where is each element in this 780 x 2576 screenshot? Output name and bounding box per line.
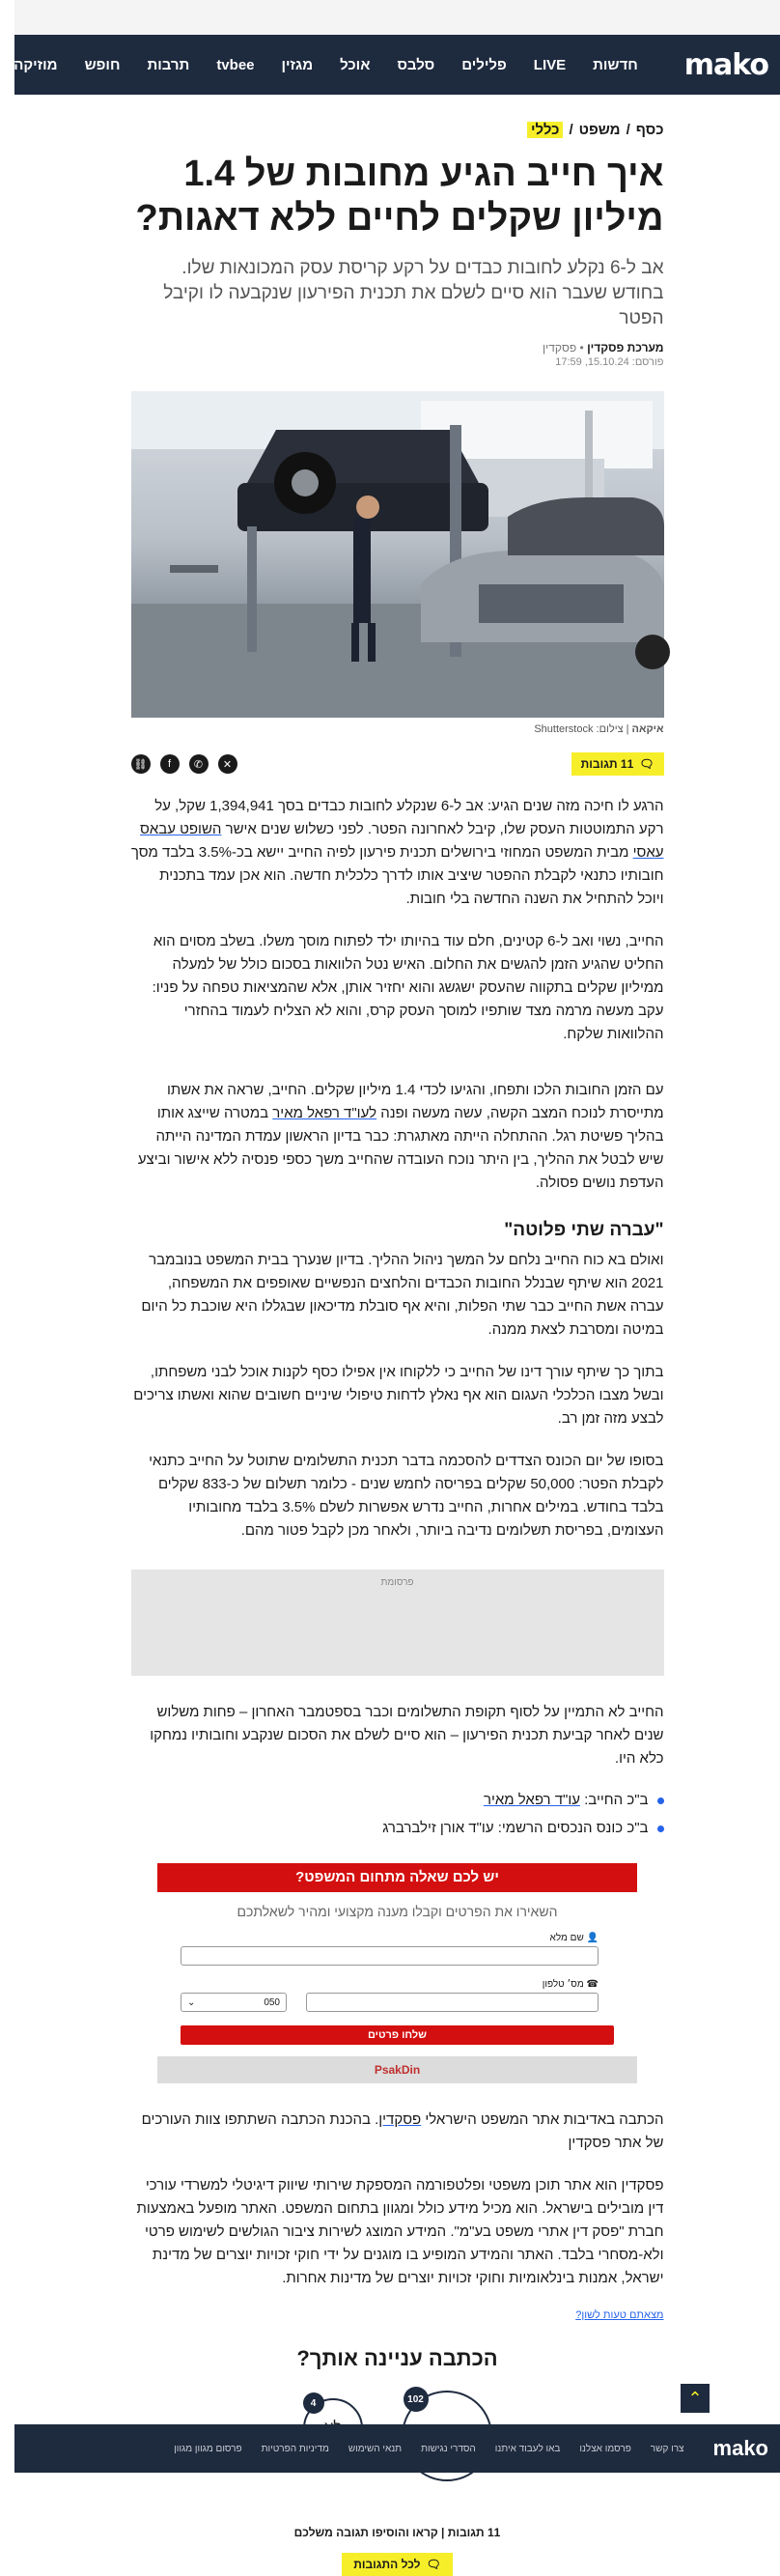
- psakdin-logo[interactable]: PsakDin: [157, 2056, 637, 2083]
- byline-author[interactable]: מערכת פסקדין: [587, 341, 664, 354]
- source-note: [131, 2109, 664, 2290]
- photo-credit-source: צילום: Shutterstock: [534, 723, 624, 735]
- phone-field[interactable]: [306, 1993, 599, 2012]
- breadcrumb-separator: /: [626, 122, 630, 138]
- byline-separator: •: [579, 341, 584, 354]
- breadcrumb-separator: /: [569, 122, 573, 138]
- article-title: איך חייב הגיע מחובות של 1.4 מיליון שקלים לחיים ללא דאגות?: [135, 154, 664, 239]
- back-to-top-button[interactable]: [681, 2384, 710, 2413]
- list-item: [131, 1792, 664, 1808]
- comment-icon: 🗨: [639, 757, 655, 771]
- comments-button[interactable]: [571, 752, 664, 776]
- paragraph-text: . בהכנת הכתבה השתתפו צוות העורכים של אתר פסקדין: [141, 2111, 664, 2151]
- all-comments-button[interactable]: [342, 2553, 452, 2576]
- phone-label: [157, 1979, 637, 1990]
- paragraph: פסקדין הוא אתר תוכן משפטי ופלטפורמה המספקת שירותי שיווק דיגיטלי למשרדי עורכי דין מובילים בישראל. הוא מכיל מידע כולל ומגוון בתחום המשפט. האתר מופעל באמצעות חברת "פסק דין אתרי משפט בע"מ". המידע המוצג לשירות ציבור הגולשים לשימוש פרטי ולא-מסחרי בלבד. האתר והמידע המופיע בו מוגנים על ידי חוקי זכויות יוצרים של מדינת ישראל, אמנות בינלאומיות וחוקי זכויות יוצרים של מדינות אחרות.: [136, 2177, 664, 2286]
- comment-icon: 🗨: [426, 2558, 441, 2571]
- lead-form: [157, 1863, 637, 2083]
- phone-label-text: מס׳ טלפון: [542, 1979, 584, 1990]
- photo-credit-name: איקאה: [631, 723, 664, 735]
- garage-illustration: [131, 391, 664, 718]
- lawyer-link[interactable]: עו"ד רפאל מאיר: [483, 1792, 580, 1808]
- breadcrumb-tag[interactable]: כללי: [527, 122, 564, 138]
- nav-item-vacation[interactable]: חופש: [84, 56, 121, 73]
- article-subtitle: אב ל-6 נקלע לחובות כבדים על רקע קריסת עסק המכונאות שלו. בחודש שעבר הוא סיים לשלם את תכנית הפירעון שנקבעה לו וקיבל הפטר: [163, 258, 664, 328]
- footer-link-more[interactable]: פרסום מגוון מגוון: [174, 2443, 242, 2454]
- nav-item-culture[interactable]: תרבות: [147, 56, 190, 73]
- psakdin-link[interactable]: פסקדין: [378, 2111, 422, 2128]
- nav-item-magazine[interactable]: מגזין: [281, 56, 314, 73]
- nav-item-tvbee[interactable]: tvbee: [216, 56, 255, 73]
- nav-item-crime[interactable]: פלילים: [461, 56, 507, 73]
- byline: [131, 341, 664, 354]
- phone-prefix-value: 050: [264, 1996, 280, 2008]
- phone-row: [181, 1993, 599, 2012]
- comments-summary: 11 תגובות | קראו והוסיפו תגובה משלכם: [293, 2526, 501, 2539]
- article: [131, 95, 664, 1836]
- judge-link[interactable]: השופט עבאס עאסי: [139, 821, 664, 861]
- report-typo-link[interactable]: מצאתם טעות לשון?: [575, 2309, 664, 2321]
- footer-link-accessibility[interactable]: הסדרי נגישות: [421, 2443, 476, 2454]
- name-label-text: שם מלא: [549, 1933, 584, 1943]
- name-field[interactable]: [181, 1946, 599, 1966]
- paragraph: בתוך כך שיתף עורך דינו של החייב כי ללקוחו אין אפילו כסף לקנות אוכל לבני משפחתו, ובשל מצבו הכלכלי העגום הוא אף נאלץ לדחות טיפולי שיניים חשובים שהוא ואשתו צריכים לבצע מזה זמן רב.: [133, 1364, 664, 1427]
- article-photo: [131, 391, 664, 718]
- all-comments-label: לכל התגובות: [353, 2558, 421, 2571]
- share-bar: [131, 752, 664, 776]
- form-heading: יש לכם שאלה מתחום המשפט?: [157, 1863, 637, 1892]
- footer-link-contact[interactable]: צרו קשר: [650, 2443, 684, 2454]
- poll-yes-count: 102: [404, 2387, 429, 2412]
- nav-item-news[interactable]: חדשות: [593, 56, 638, 73]
- x-share-icon[interactable]: ✕: [218, 754, 237, 774]
- paragraph: [131, 2109, 664, 2155]
- nav-item-food[interactable]: אוכל: [340, 56, 371, 73]
- paragraph: החייב לא התמיין על לסוף תקופת התשלומים וכבר בספטמבר האחרון – פחות משלוש שנים לאחר קביעת תכנית הפירעון – הוא סיים לשלם את הסכום שנקבע וחובותיו נמחקו כלא היו.: [150, 1704, 664, 1767]
- footer-link-jobs[interactable]: באו לעבוד איתנו: [494, 2443, 561, 2454]
- phone-icon: ☎: [586, 1979, 599, 1990]
- chevron-down-icon: ⌄: [187, 1996, 196, 2008]
- name-label: [157, 1933, 637, 1943]
- paragraph-text: במטרה שייצג אותו בהליך פשיטת רגל. ההתחלה הייתה מאתגרת: כבר בדיון הראשון עמדת המדינה הייתה שיש לבטל את ההליך, בין היתר נוכח העובדה שהחייב משך כספי פנסיה ללא אישור וביצע העדפת נושים פסולה.: [137, 1105, 664, 1191]
- breadcrumb-subsection[interactable]: משפט: [578, 122, 621, 138]
- list-item-label: ב"כ החייב:: [579, 1792, 649, 1808]
- user-icon: 👤: [586, 1933, 599, 1943]
- section-heading: "עברה שתי פלוטה": [504, 1220, 664, 1240]
- phone-prefix-select[interactable]: [181, 1993, 287, 2012]
- article-footer: [131, 2109, 664, 2576]
- paragraph: [131, 795, 664, 911]
- poll-question: הכתבה עניינה אותך?: [296, 2346, 498, 2370]
- footer-logo[interactable]: mako: [712, 2436, 768, 2460]
- breadcrumb: [131, 122, 664, 138]
- paragraph: בסופו של יום הכונס הצדדים להסכמה בדבר תכנית התשלומים שתוטל על החייב כתנאי לקבלת הפטר: 50,000 שקלים בפריסה לחמש שנים - כלומר תשלום של כ-833 שקלים בלבד בחודש. במילים אחרות, החייב נדרש אפשרות לשלם 3.5% בלבד מחובותיו העצומים, בפריסת תשלומים נדיבה ביותר, ולאחר מכן לקבל פטור מהם.: [149, 1453, 664, 1539]
- nav-items: [0, 57, 652, 73]
- paragraph-text: הרגע לו חיכה מזה שנים הגיע: אב ל-6 שנקלע לחובות כבדים בסך 1,394,941 שקל, על רקע התמוטטות העסק שלו, קיבל לאחרונה הפטר. לפני כשלוש שנים אישר: [154, 798, 664, 837]
- paragraph: [131, 1079, 664, 1195]
- footer-link-privacy[interactable]: מדיניות הפרטיות: [261, 2443, 329, 2454]
- photo-credit: איקאה | צילום: Shutterstock: [534, 723, 664, 735]
- ad-slot: פרסומת: [131, 1570, 664, 1676]
- poll-no-count: 4: [303, 2392, 324, 2414]
- whatsapp-share-icon[interactable]: ✆: [189, 754, 209, 774]
- breadcrumb-section[interactable]: כסף: [635, 122, 664, 138]
- site-footer: [14, 2424, 780, 2473]
- footer-link-advertise[interactable]: פרסמו אצלנו: [579, 2443, 631, 2454]
- paragraph-text: עם הזמן החובות הלכו ותפחו, והגיעו לכדי 1.4 מיליון שקלים. החייב, שראה את אשתו מתייסרת לנוכח המצב הקשה, עשה מעשה ופנה: [166, 1082, 664, 1121]
- facebook-share-icon[interactable]: f: [160, 754, 180, 774]
- byline-source[interactable]: פסקדין: [543, 341, 577, 354]
- lawyers-list: [131, 1792, 664, 1836]
- footer-links: [26, 2444, 694, 2454]
- social-share: [131, 754, 237, 774]
- submit-button[interactable]: שלחו פרטים: [181, 2025, 614, 2045]
- paragraph-text: הכתבה באדיבות אתר המשפט הישראלי: [421, 2111, 664, 2128]
- top-spacer: [14, 0, 780, 35]
- chevron-up-icon: ⌃: [687, 2388, 703, 2408]
- comments-count: 11 תגובות: [580, 757, 634, 771]
- publish-date: פורסם: 15.10.24, 17:59: [555, 356, 664, 368]
- mako-logo[interactable]: mako: [683, 47, 768, 82]
- nav-item-live[interactable]: LIVE: [533, 56, 567, 73]
- nav-item-music[interactable]: מוזיקה: [14, 56, 58, 73]
- form-subheading: השאירו את הפרטים וקבלו מענה מקצועי ומהיר לשאלתכם: [237, 1904, 558, 1919]
- paragraph-text: מבית המשפט המחוזי בירושלים תכנית פירעון לפיה החייב יישא בכ-3.5% בלבד מסך חובותיו כתנאי לקבלת ההפטר שיציב אותו לדרך כלכלית חדשה. הוא אכן עמד בתכנית ויוכל להתחיל את השנה החדשה בלי חובות.: [130, 844, 664, 907]
- nav-item-celebs[interactable]: סלבס: [397, 56, 435, 73]
- paragraph: החייב, נשוי ואב ל-6 קטינים, חלם עוד בהיותו ילד לפתוח מוסך משלו. בשלב מסוים הוא החליט שהגיע הזמן להגשים את החלום. האיש נטל הלוואות בסכום כולל של למעלה ממיליון שקלים בתקווה שהעסק ישגשג והוא יחזיר אותן, אלא שהמציאות טפחה על פניו: עקב מעשה מרמה מצד שותפיו למוסך העסק קרס, והוא לא הצליח לעמוד בהחזרי ההלוואות שלקח.: [152, 933, 664, 1042]
- lawyer-link[interactable]: לעו"ד רפאל מאיר: [272, 1105, 377, 1121]
- list-item: ב"כ כונס הנכסים הרשמי: עו"ד אורן זילברברג: [131, 1820, 664, 1836]
- paragraph: ואולם בא כוח החייב נלחם על המשך ניהול ההליך. בדיון שנערך בבית המשפט בנובמבר 2021 הוא שיתף שבנלל החובות הכבדים והלחצים הנפשיים שאופפים את המשפחה, עברה אשת החייב כבר שתי הפלות, והיא אף סובלת מדיכאון שבגללו היא שוכבת כל היום במיטה ומסרבת לצאת ממנה.: [141, 1252, 664, 1338]
- article-body: [131, 795, 664, 1836]
- footer-link-terms[interactable]: תנאי השימוש: [348, 2443, 403, 2454]
- copy-link-icon[interactable]: ⛓: [131, 754, 151, 774]
- top-navigation: [14, 35, 780, 95]
